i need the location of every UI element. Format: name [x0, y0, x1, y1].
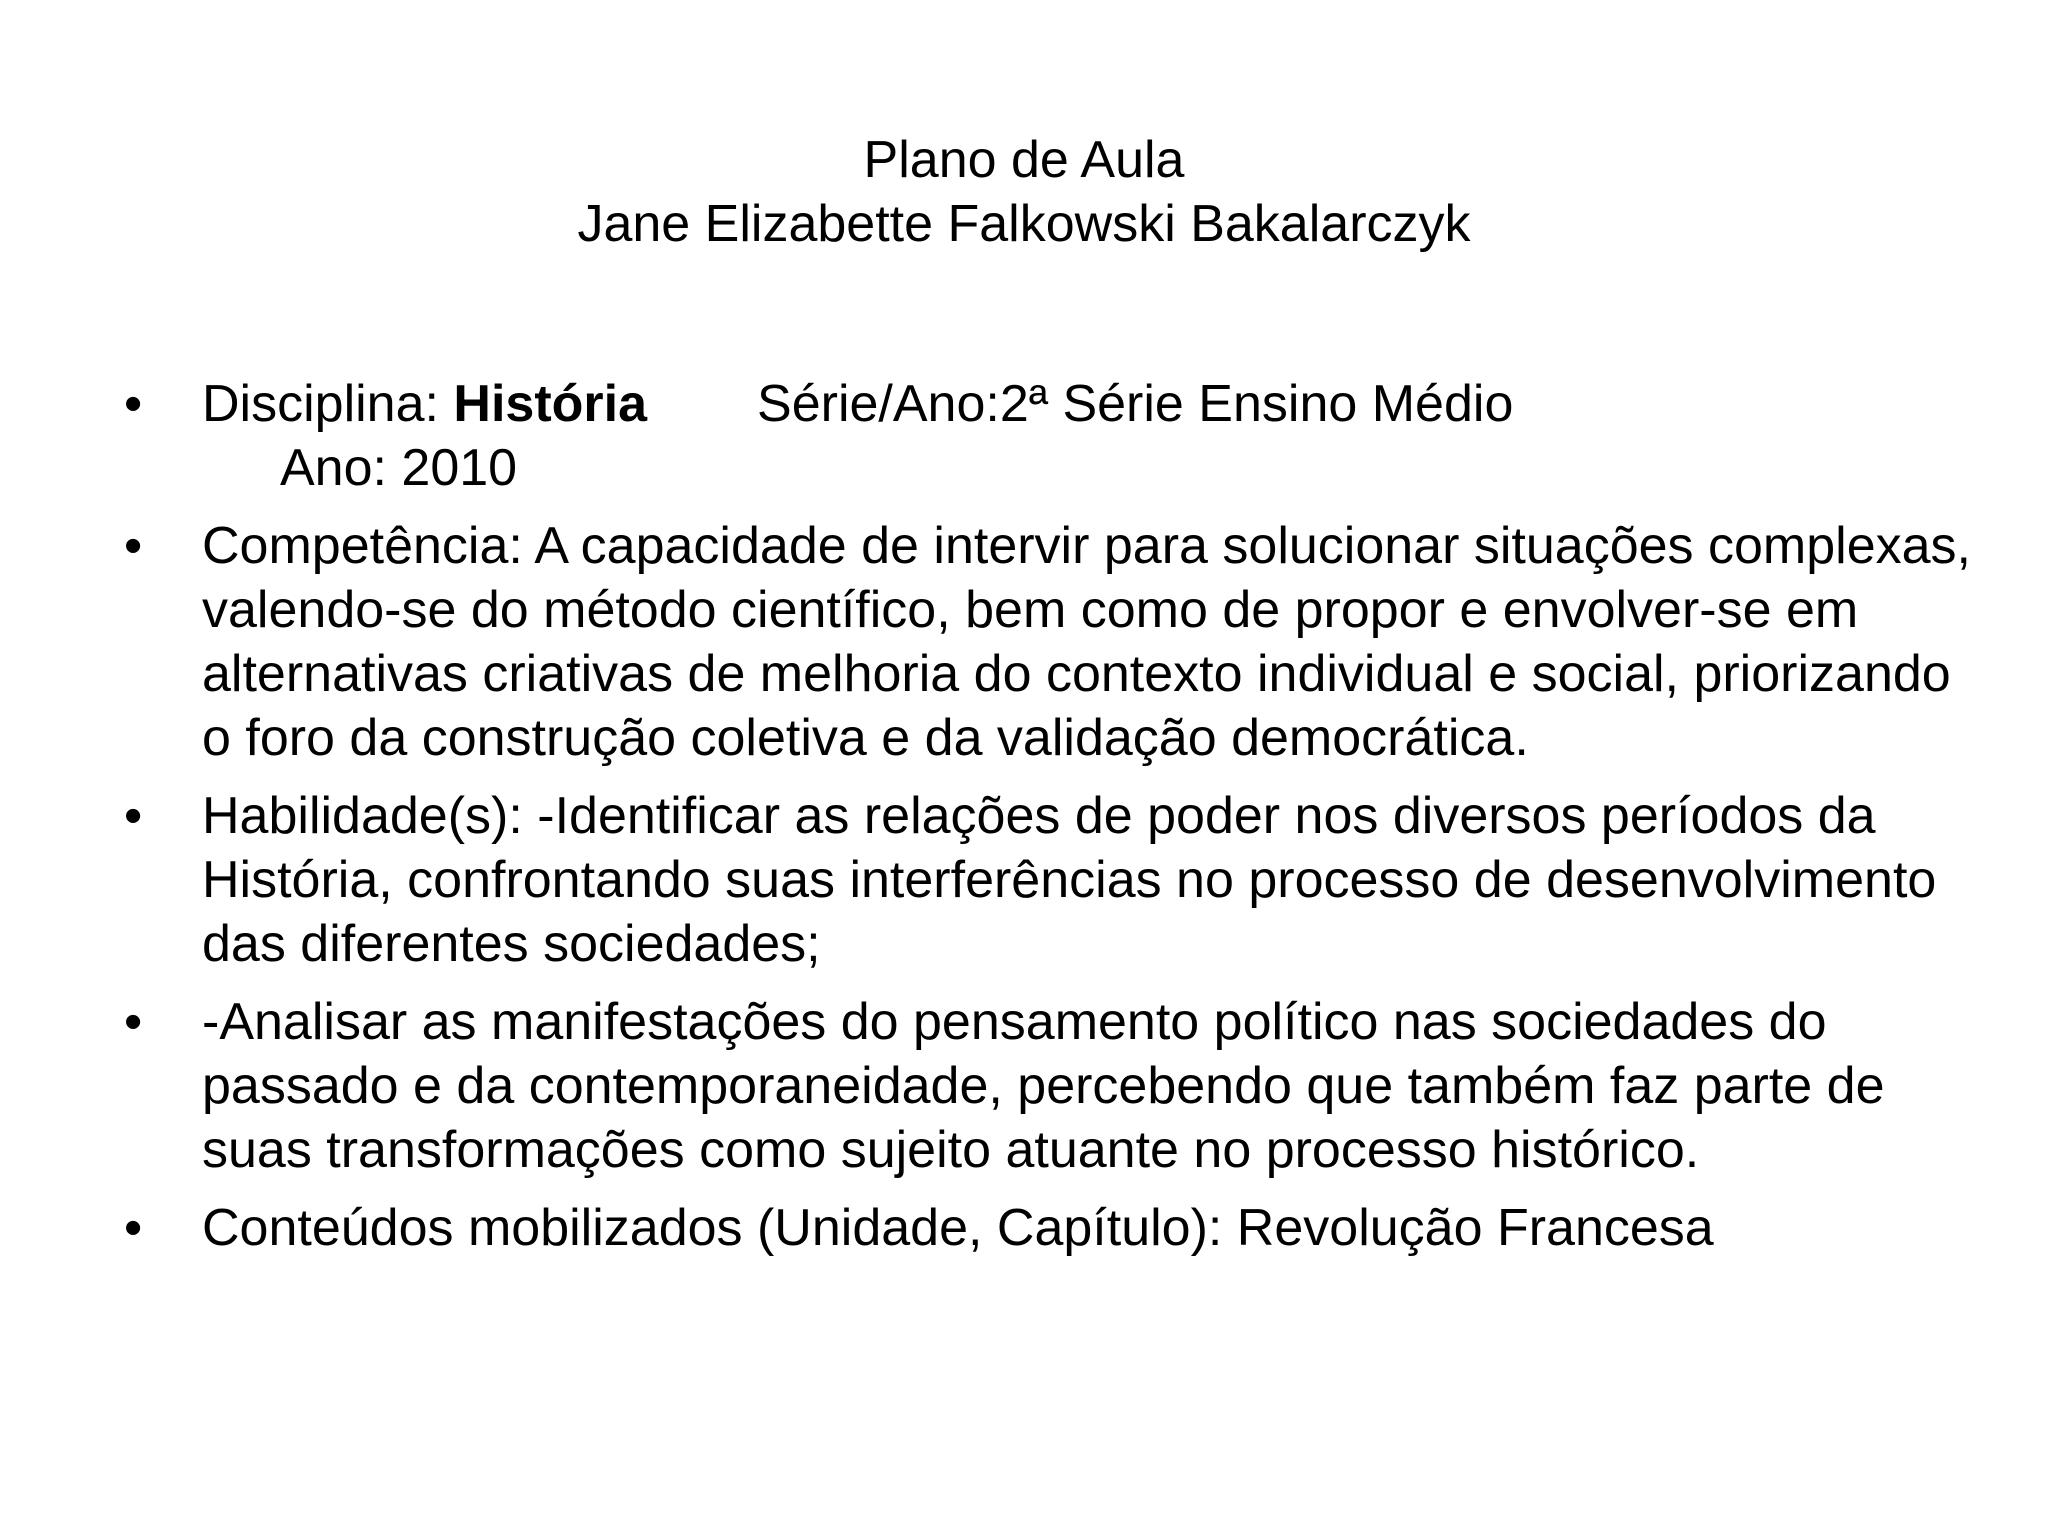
bullet-icon: •: [124, 787, 143, 845]
bullet-icon: •: [124, 375, 143, 433]
conteudos-text: Conteúdos mobilizados (Unidade, Capítulo): Revolução Francesa: [202, 1199, 1714, 1257]
analisar-text: -Analisar as manifestações do pensamento político nas sociedades do passado e da contemporaneidade, percebendo que também faz parte de suas transformações como sujeito atuante no processo histórico.: [202, 993, 1885, 1179]
list-item-analisar: [124, 990, 1984, 1182]
bullet-list: [124, 372, 1984, 1274]
habilidades-text: Habilidade(s): -Identificar as relações de poder nos diversos períodos da História, confrontando suas interferências no processo de desenvolvimento das diferentes sociedades;: [202, 787, 1937, 973]
bullet-icon: •: [124, 993, 143, 1051]
list-item-habilidades: [124, 784, 1984, 976]
ano-text: Ano: 2010: [280, 439, 518, 497]
list-item-competencia: [124, 514, 1984, 770]
list-item-disciplina: [124, 372, 1984, 500]
disciplina-label: Disciplina:: [202, 375, 454, 433]
slide-title-block: [0, 128, 2048, 256]
slide-title: Plano de Aula: [863, 131, 1185, 189]
competencia-text: Competência: A capacidade de intervir para solucionar situações complexas, valendo-se do método científico, bem como de propor e envolver-se em alternativas criativas de melhoria do contexto individual e social, priorizando o foro da construção coletiva e da validação democrática.: [202, 517, 1971, 767]
author-name: Jane Elizabette Falkowski Bakalarczyk: [577, 195, 1471, 253]
bullet-icon: •: [124, 517, 143, 575]
disciplina-value: História: [453, 375, 648, 433]
list-item-conteudos: [124, 1196, 1984, 1260]
bullet-icon: •: [124, 1199, 143, 1257]
serie-text: Série/Ano:2ª Série Ensino Médio: [757, 375, 1514, 433]
